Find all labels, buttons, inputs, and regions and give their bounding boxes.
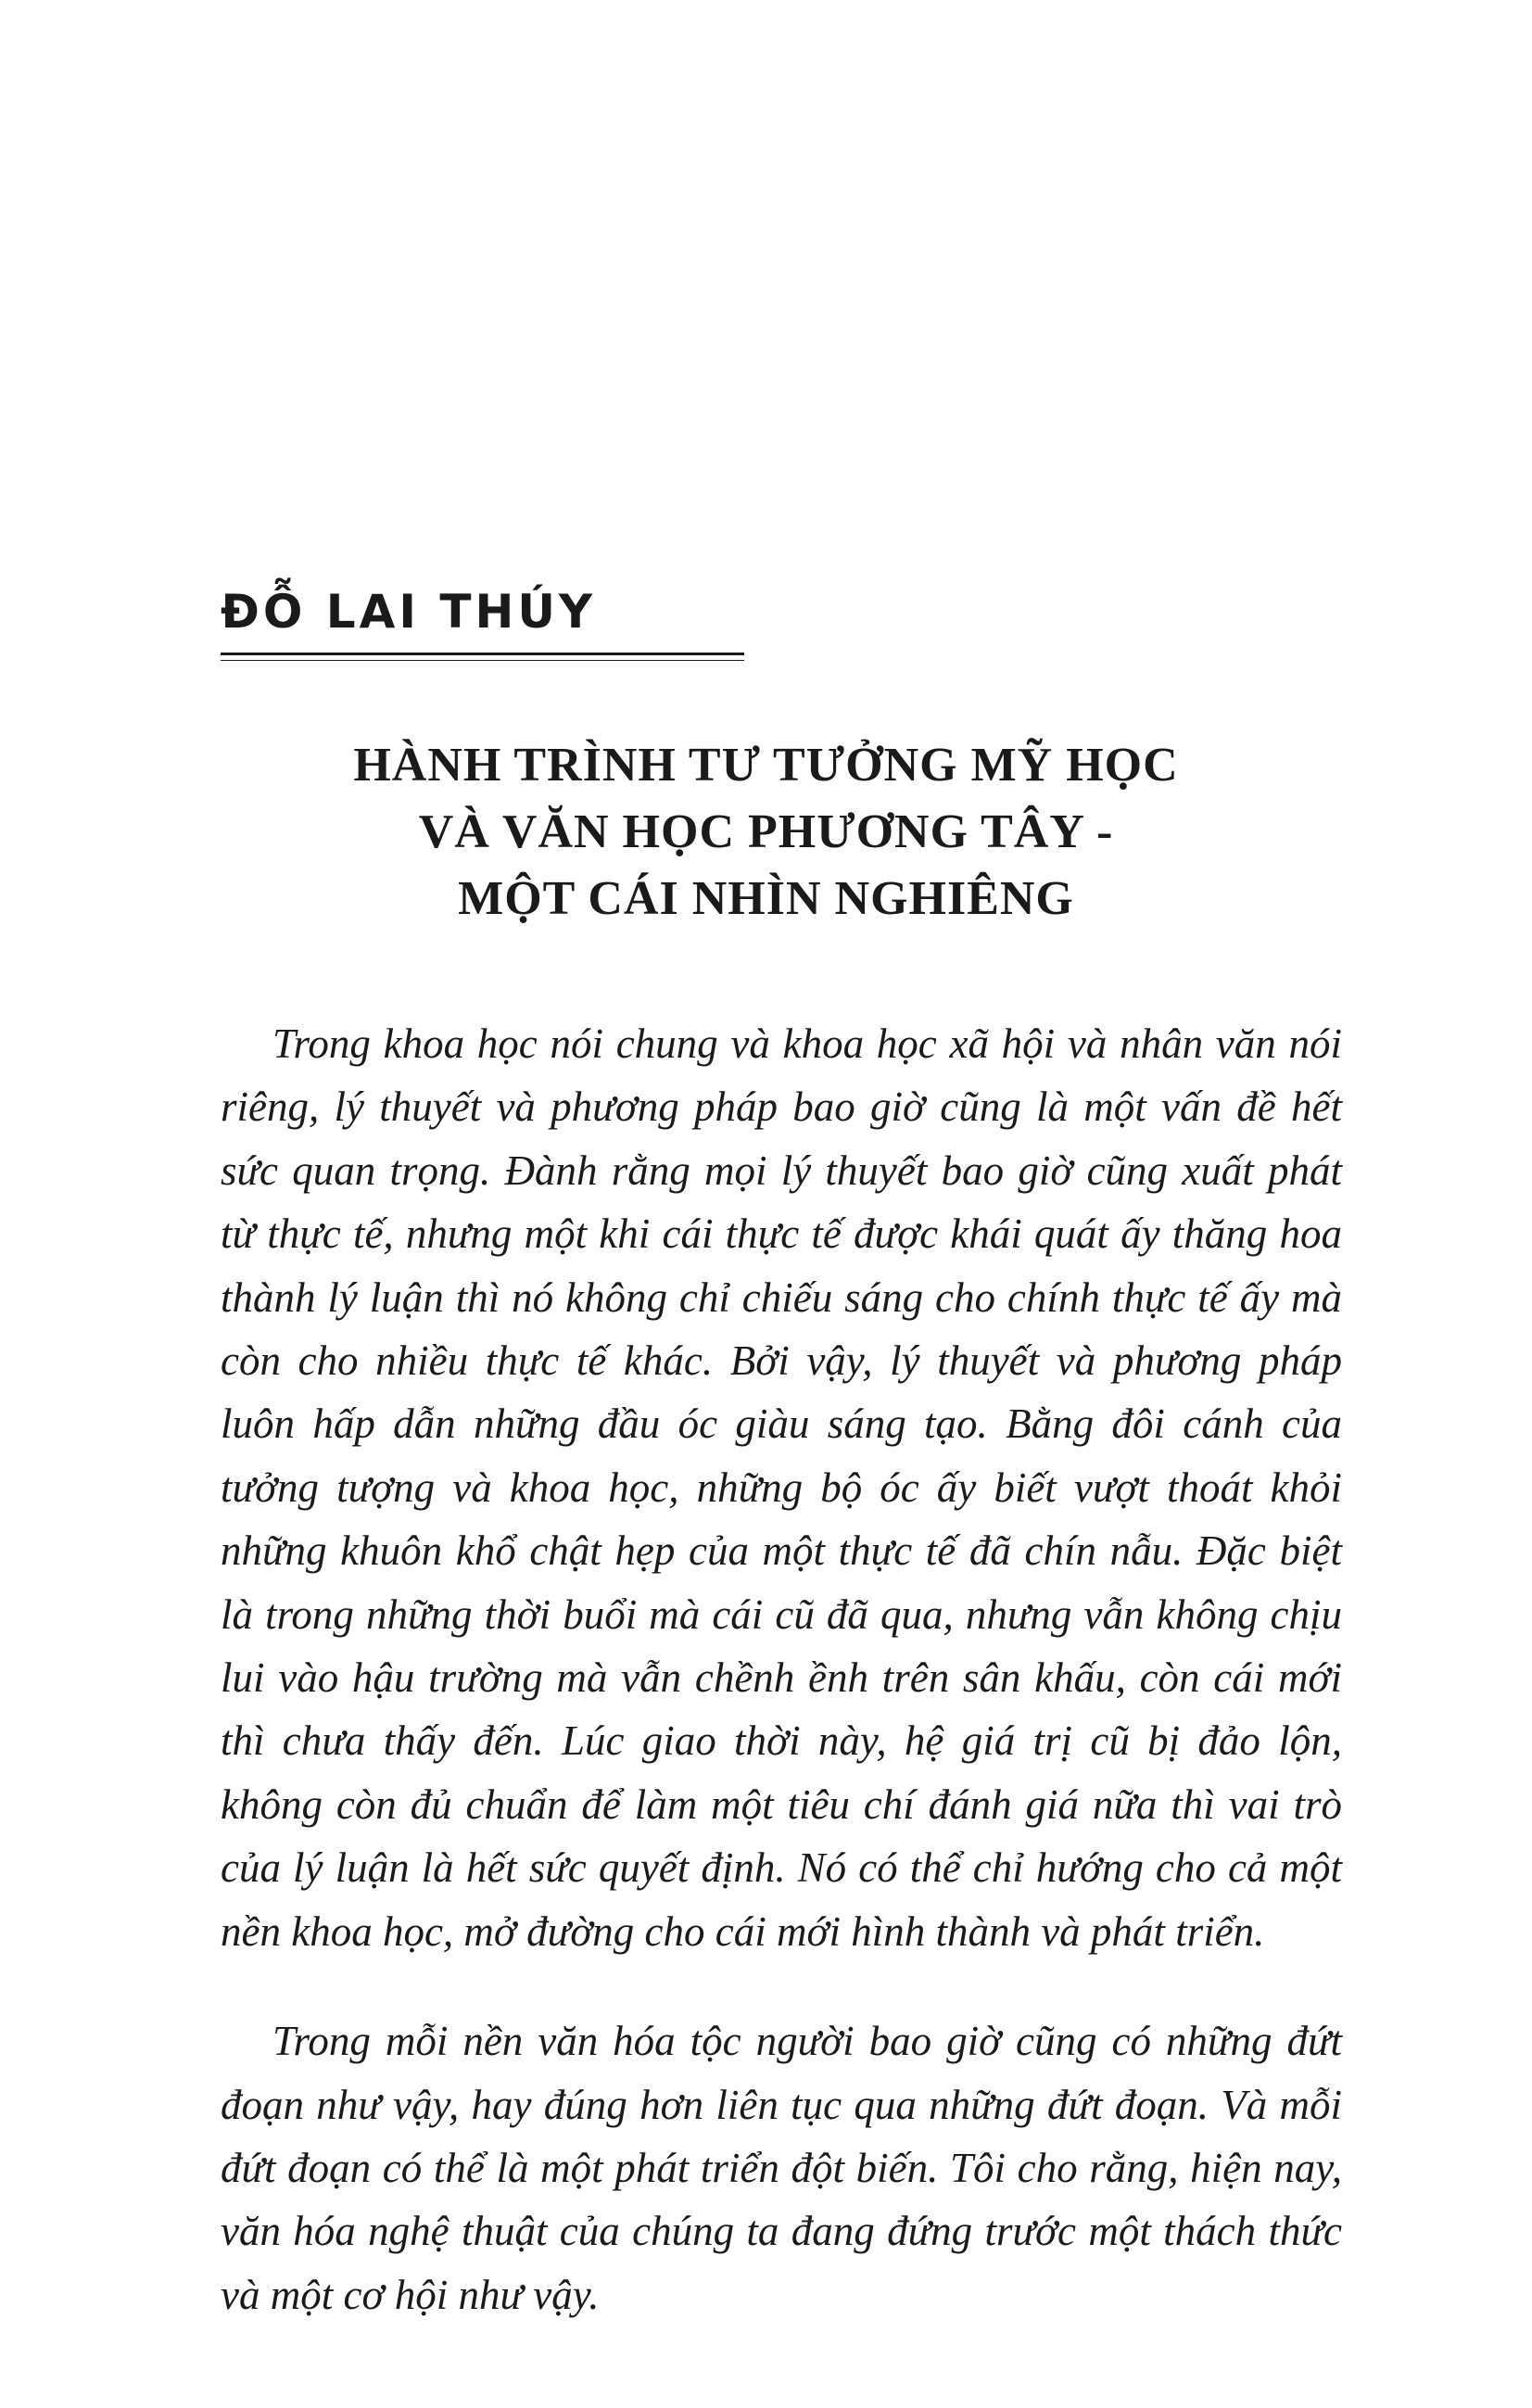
title-line-2: VÀ VĂN HỌC PHƯƠNG TÂY - [418, 805, 1114, 858]
body-text [221, 1012, 1342, 2326]
paragraph-2: Trong mỗi nền văn hóa tộc người bao giờ cũng có những đứt đoạn như vậy, hay đúng hơn liên tục qua những đứt đoạn. Và mỗi đứt đoạn có thể là một phát triển đột biến. Tôi cho rằng, hiện nay, văn hóa nghệ thuật của chúng ta đang đứng trước một thách thức và một cơ hội như vậy. [221, 2018, 1342, 2318]
author-block [221, 584, 744, 661]
chapter-title [0, 732, 1532, 932]
author-name: ĐỖ LAI THÚY [221, 585, 597, 639]
author-underline [221, 653, 744, 661]
title-line-3: MỘT CÁI NHÌN NGHIÊNG [458, 872, 1074, 925]
title-line-1: HÀNH TRÌNH TƯ TƯỞNG MỸ HỌC [353, 739, 1179, 792]
paragraph-1: Trong khoa học nói chung và khoa học xã hội và nhân văn nói riêng, lý thuyết và phương pháp bao giờ cũng là một vấn đề hết sức quan trọng. Đành rằng mọi lý thuyết bao giờ cũng xuất phát từ thực tế, nhưng một khi cái thực tế được khái quát ấy thăng hoa thành lý luận thì nó không chỉ chiếu sáng cho chính thực tế ấy mà còn cho nhiều thực tế khác. Bởi vậy, lý thuyết và phương pháp luôn hấp dẫn những đầu óc giàu sáng tạo. Bằng đôi cánh của tưởng tượng và khoa học, những bộ óc ấy biết vượt thoát khỏi những khuôn khổ chật hẹp của một thực tế đã chín nẫu. Đặc biệt là trong những thời buổi mà cái cũ đã qua, nhưng vẫn không chịu lui vào hậu trường mà vẫn chềnh ềnh trên sân khấu, còn cái mới thì chưa thấy đến. Lúc giao thời này, hệ giá trị cũ bị đảo lộn, không còn đủ chuẩn để làm một tiêu chí đánh giá nữa thì vai trò của lý luận là hết sức quyết định. Nó có thể chỉ hướng cho cả một nền khoa học, mở đường cho cái mới hình thành và phát triển. [221, 1020, 1342, 1955]
